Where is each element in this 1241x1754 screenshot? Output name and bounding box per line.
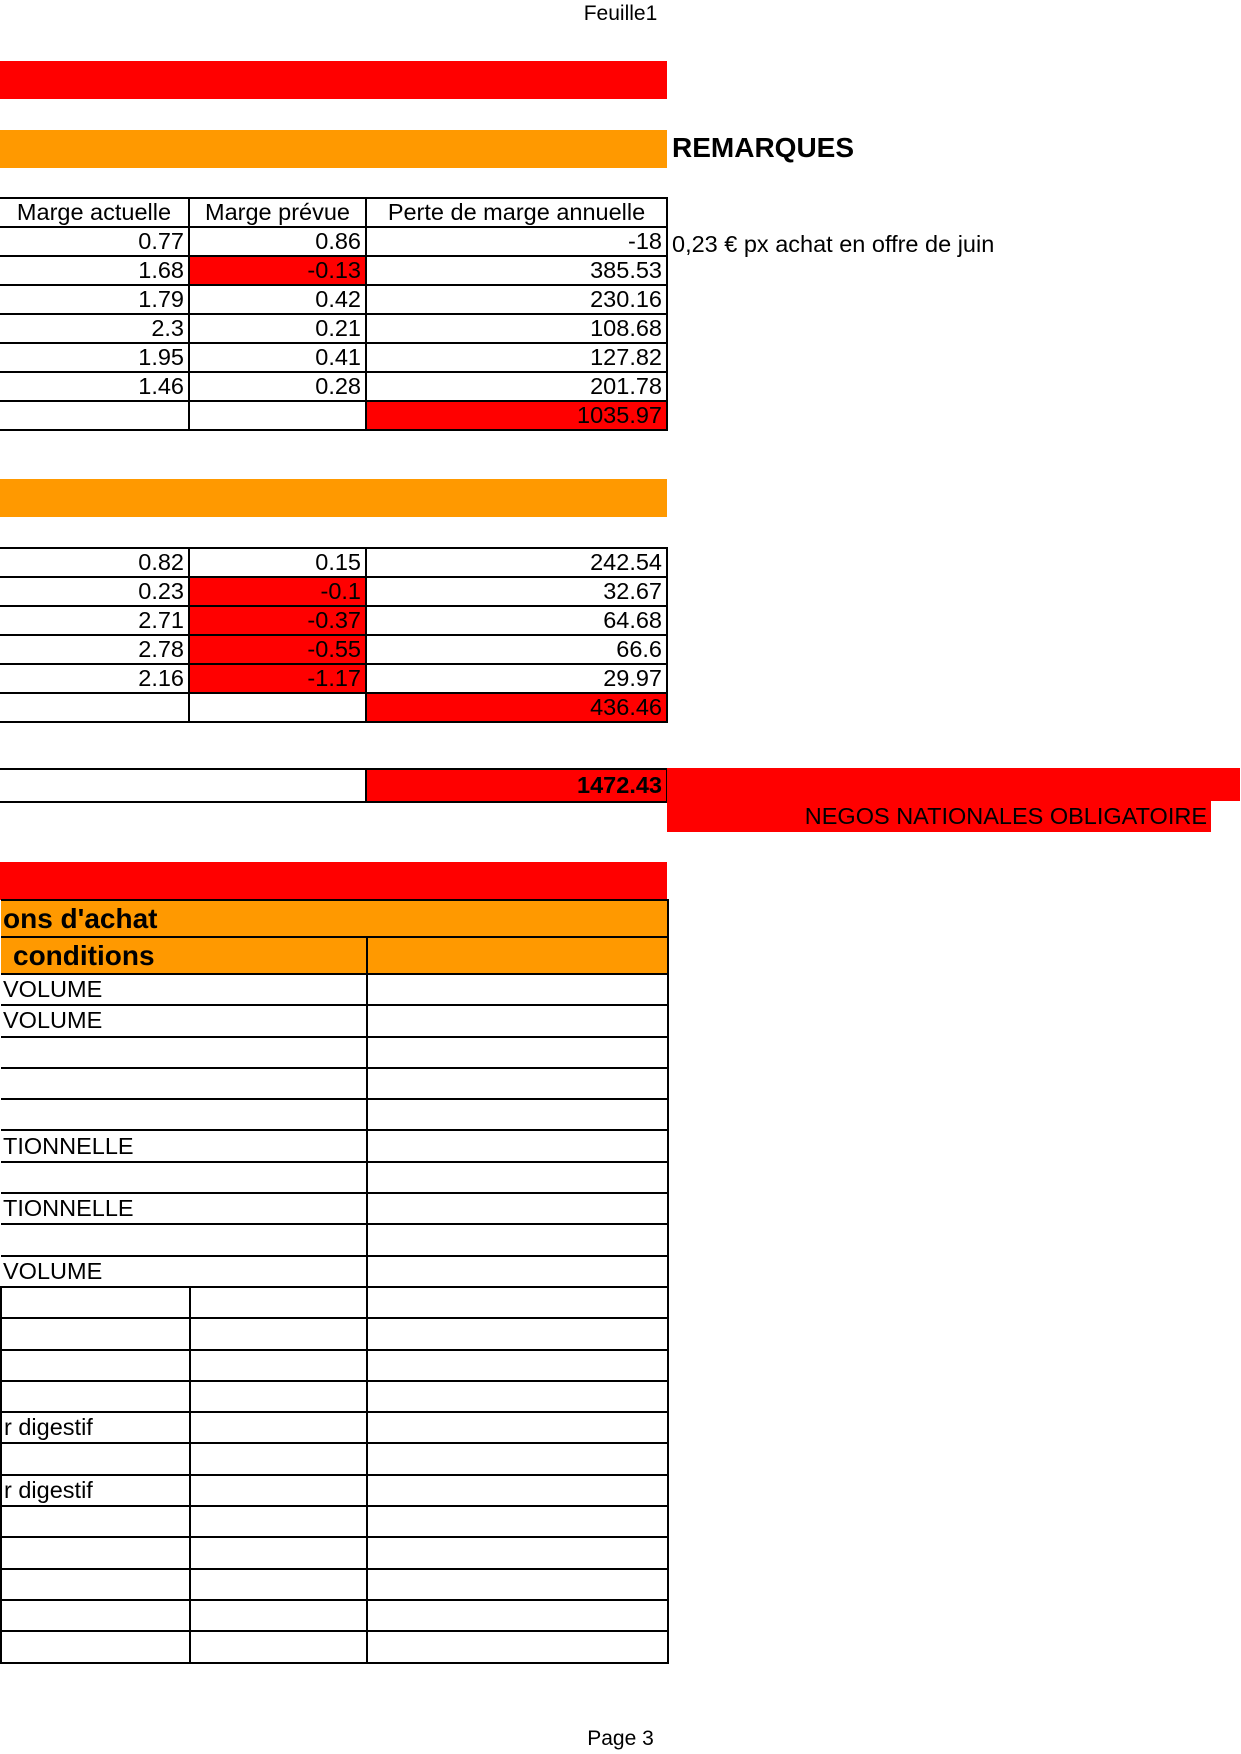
row-label[interactable] [1, 1381, 190, 1412]
table-row [1, 1287, 668, 1318]
row-value[interactable] [367, 1475, 668, 1506]
cell-marge-prevue[interactable]: -0.1 [189, 577, 366, 606]
row-label[interactable] [1, 1224, 367, 1255]
cell-marge-prevue[interactable]: -0.55 [189, 635, 366, 664]
cell-marge-prevue[interactable]: 0.15 [189, 548, 366, 577]
cell-marge-actuelle[interactable]: 2.16 [0, 664, 189, 693]
row-value[interactable] [367, 1287, 668, 1318]
row-mid[interactable] [190, 1318, 367, 1349]
table-header-row [0, 198, 667, 227]
cell-marge-actuelle[interactable]: 2.3 [0, 314, 189, 343]
conditions-title: ons d'achat [1, 900, 668, 937]
row-label[interactable]: TIONNELLE [1, 1193, 367, 1224]
cell-perte-marge[interactable]: 385.53 [366, 256, 667, 285]
cell-perte-marge[interactable]: 32.67 [366, 577, 667, 606]
red-band-right [667, 768, 1240, 801]
row-label[interactable] [1, 1350, 190, 1381]
row-label[interactable]: VOLUME [1, 974, 367, 1005]
cell-marge-prevue[interactable]: 0.41 [189, 343, 366, 372]
table-row [1, 1037, 668, 1068]
cell-marge-actuelle[interactable]: 2.71 [0, 606, 189, 635]
cell-marge-actuelle[interactable]: 0.82 [0, 548, 189, 577]
row-label[interactable] [1, 1506, 190, 1537]
cell-perte-marge[interactable]: 127.82 [366, 343, 667, 372]
table-row [1, 1381, 668, 1412]
row-mid[interactable] [190, 1475, 367, 1506]
row-label[interactable] [1, 1537, 190, 1568]
table-row [0, 256, 667, 285]
table-row [0, 664, 667, 693]
table-row [1, 1443, 668, 1474]
row-value[interactable] [367, 1537, 668, 1568]
row-value[interactable] [367, 1162, 668, 1193]
grand-total-cell[interactable]: 1472.43 [366, 769, 667, 802]
empty-cell[interactable] [189, 401, 366, 430]
table-row [1, 1068, 668, 1099]
row-label[interactable]: TIONNELLE [1, 1130, 367, 1161]
row-label[interactable]: r digestif [1, 1475, 190, 1506]
table-row [1, 1256, 668, 1287]
cell-marge-prevue[interactable]: 0.28 [189, 372, 366, 401]
cell-perte-marge[interactable]: 230.16 [366, 285, 667, 314]
red-header-bar-2 [0, 862, 667, 900]
orange-section-bar-2 [0, 479, 667, 517]
table-row [1, 1537, 668, 1568]
subtotal-cell[interactable]: 1035.97 [366, 401, 667, 430]
table-row [1, 1569, 668, 1600]
table-total-row [0, 401, 667, 430]
cell-marge-prevue[interactable]: -0.37 [189, 606, 366, 635]
row-mid[interactable] [190, 1506, 367, 1537]
remarques-heading: REMARQUES [672, 132, 855, 163]
row-value[interactable] [367, 1412, 668, 1443]
table-total-row [0, 693, 667, 722]
conditions-table [0, 899, 669, 1664]
table-row [1, 974, 668, 1005]
row-mid[interactable] [190, 1381, 367, 1412]
row-label[interactable] [1, 1569, 190, 1600]
row-mid[interactable] [190, 1443, 367, 1474]
table-row [0, 285, 667, 314]
row-label[interactable] [1, 1099, 367, 1130]
cell-marge-actuelle[interactable]: 1.79 [0, 285, 189, 314]
table-row [1, 1005, 668, 1036]
margin-table-1 [0, 197, 668, 431]
cell-marge-actuelle[interactable]: 0.77 [0, 227, 189, 256]
cell-marge-actuelle[interactable]: 1.68 [0, 256, 189, 285]
col-header-marge-actuelle: Marge actuelle [0, 198, 189, 227]
table-row [1, 1318, 668, 1349]
row-value[interactable] [367, 1443, 668, 1474]
empty-cell [367, 937, 668, 974]
row-label[interactable] [1, 1443, 190, 1474]
table-row [0, 548, 667, 577]
page-number: Page 3 [587, 1727, 654, 1750]
empty-cell[interactable] [189, 693, 366, 722]
conditions-title-row [1, 900, 668, 937]
col-header-marge-prevue: Marge prévue [189, 198, 366, 227]
table-row [1, 1412, 668, 1443]
subtotal-cell[interactable]: 436.46 [366, 693, 667, 722]
table-row [1, 1224, 668, 1255]
row-value[interactable] [367, 1130, 668, 1161]
conditions-subtitle-row [1, 937, 668, 974]
cell-perte-marge[interactable]: 242.54 [366, 548, 667, 577]
cell-marge-prevue[interactable]: -1.17 [189, 664, 366, 693]
row-label[interactable] [1, 1287, 190, 1318]
grand-total-row [0, 769, 667, 802]
cell-perte-marge[interactable]: 29.97 [366, 664, 667, 693]
table-row [1, 1130, 668, 1161]
cell-marge-prevue[interactable]: 0.21 [189, 314, 366, 343]
table-row [1, 1099, 668, 1130]
cell-perte-marge[interactable]: 108.68 [366, 314, 667, 343]
cell-marge-prevue[interactable]: -0.13 [189, 256, 366, 285]
empty-cell[interactable] [0, 769, 366, 802]
row-mid[interactable] [190, 1631, 367, 1662]
cell-perte-marge[interactable]: -18 [366, 227, 667, 256]
row-label[interactable] [1, 1068, 367, 1099]
row-label[interactable] [1, 1162, 367, 1193]
table-row [1, 1600, 668, 1631]
row-label[interactable]: VOLUME [1, 1256, 367, 1287]
table-row [0, 343, 667, 372]
table-row [1, 1631, 668, 1662]
row-mid[interactable] [190, 1537, 367, 1568]
cell-perte-marge[interactable]: 201.78 [366, 372, 667, 401]
row-mid[interactable] [190, 1412, 367, 1443]
table-row [0, 635, 667, 664]
red-header-bar [0, 61, 667, 99]
row-value[interactable] [367, 1005, 668, 1036]
row-label[interactable] [1, 1037, 367, 1068]
orange-section-bar-1 [0, 130, 667, 168]
margin-table-2 [0, 547, 668, 723]
cell-perte-marge[interactable]: 66.6 [366, 635, 667, 664]
table-row [1, 1162, 668, 1193]
table-row [0, 227, 667, 256]
row-value[interactable] [367, 1037, 668, 1068]
row-value[interactable] [367, 1506, 668, 1537]
cell-marge-actuelle[interactable]: 1.46 [0, 372, 189, 401]
cell-marge-actuelle[interactable]: 1.95 [0, 343, 189, 372]
cell-marge-prevue[interactable]: 0.86 [189, 227, 366, 256]
grand-total-table [0, 768, 668, 803]
row-value[interactable] [367, 1350, 668, 1381]
table-row [1, 1506, 668, 1537]
table-row [1, 1350, 668, 1381]
row-value[interactable] [367, 1224, 668, 1255]
table-row [0, 577, 667, 606]
row-value[interactable] [367, 1631, 668, 1662]
col-header-perte-marge: Perte de marge annuelle [366, 198, 667, 227]
row-label[interactable] [1, 1318, 190, 1349]
row-mid[interactable] [190, 1287, 367, 1318]
row-value[interactable] [367, 1600, 668, 1631]
table-row [1, 1193, 668, 1224]
row-value[interactable] [367, 1318, 668, 1349]
table-row [1, 1475, 668, 1506]
row-mid[interactable] [190, 1600, 367, 1631]
row-value[interactable] [367, 1099, 668, 1130]
row-label[interactable] [1, 1600, 190, 1631]
row-mid[interactable] [190, 1350, 367, 1381]
cell-marge-actuelle[interactable]: 2.78 [0, 635, 189, 664]
conditions-subtitle: conditions [1, 937, 367, 974]
table-row [0, 314, 667, 343]
cell-marge-prevue[interactable]: 0.42 [189, 285, 366, 314]
row-value[interactable] [367, 1068, 668, 1099]
row-value[interactable] [367, 1569, 668, 1600]
row-label[interactable]: VOLUME [1, 1005, 367, 1036]
table-row [0, 372, 667, 401]
cell-perte-marge[interactable]: 64.68 [366, 606, 667, 635]
empty-cell[interactable] [0, 401, 189, 430]
negos-banner: NEGOS NATIONALES OBLIGATOIRE [667, 800, 1211, 832]
row-value[interactable] [367, 1193, 668, 1224]
row-label[interactable] [1, 1631, 190, 1662]
sheet-title: Feuille1 [583, 2, 658, 25]
cell-marge-actuelle[interactable]: 0.23 [0, 577, 189, 606]
row-value[interactable] [367, 1256, 668, 1287]
row-value[interactable] [367, 974, 668, 1005]
empty-cell[interactable] [0, 693, 189, 722]
row-label[interactable]: r digestif [1, 1412, 190, 1443]
row-mid[interactable] [190, 1569, 367, 1600]
remark-first-row: 0,23 € px achat en offre de juin [672, 231, 995, 257]
row-value[interactable] [367, 1381, 668, 1412]
table-row [0, 606, 667, 635]
